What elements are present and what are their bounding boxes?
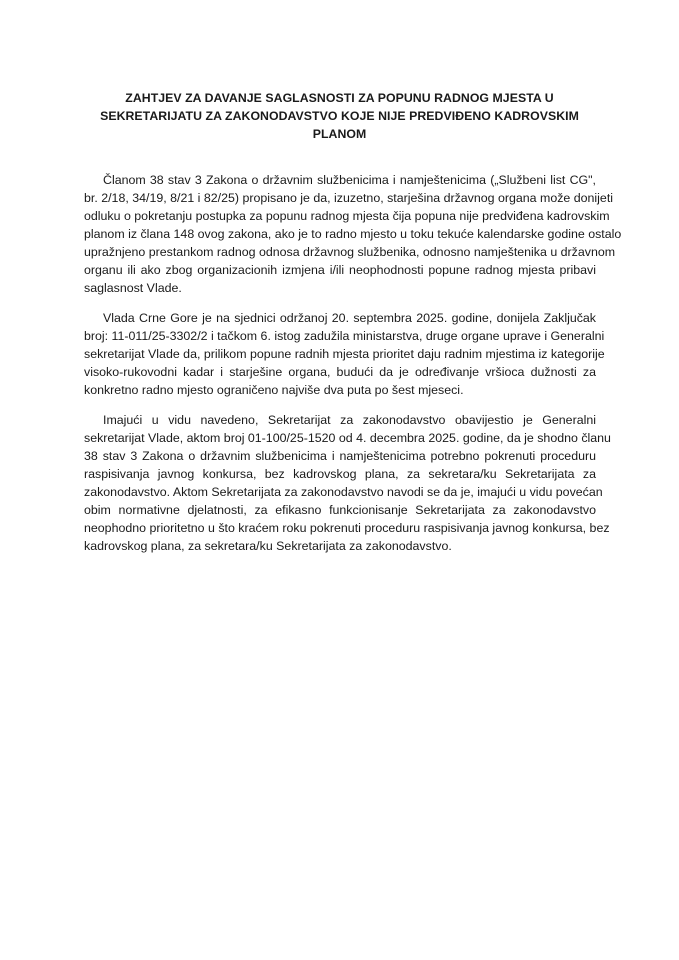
text-line: neophodno prioritetno u što kraćem roku pokrenuti proceduru raspisivanja javnog konkursa, bez xyxy=(84,521,610,535)
paragraph-legal-basis xyxy=(84,171,622,297)
paragraph-government-conclusion xyxy=(84,309,605,399)
text-line: sekretarijat Vlade, aktom broj 01-100/25-1520 od 4. decembra 2025. godine, da je shodno članu xyxy=(84,431,611,445)
document-title xyxy=(80,89,599,143)
document-body xyxy=(84,171,622,567)
text-line: br. 2/18, 34/19, 8/21 i 82/25) propisano je da, izuzetno, starješina državnog organa može donijeti xyxy=(84,191,614,205)
text-line: kadrovskog plana, za sekretara/ku Sekretarijata za zakonodavstvo. xyxy=(84,539,452,553)
text-line: Članom 38 stav 3 Zakona o državnim službenicima i namještenicima („Službeni list CG", xyxy=(103,173,596,187)
text-line: odluku o pokretanju postupka za popunu radnog mjesta čija popuna nije predviđena kadrovskim xyxy=(84,209,610,223)
text-line: sekretarijat Vlade da, prilikom popune radnih mjesta prioritet daju radnim mjestima iz kategorije xyxy=(84,347,605,361)
text-line: zakonodavstvo. Aktom Sekretarijata za zakonodavstvo navodi se da je, imajući u vidu povećan xyxy=(84,485,603,499)
text-line: 38 stav 3 Zakona o državnim službenicima i namještenicima potrebno pokrenuti proceduru xyxy=(84,449,596,463)
paragraph-secretariat-request xyxy=(84,411,611,555)
text-line: raspisivanja javnog konkursa, bez kadrovskog plana, za sekretara/ku Sekretarijata za xyxy=(84,467,596,481)
title-line: SEKRETARIJATU ZA ZAKONODAVSTVO KOJE NIJE PREDVIĐENO KADROVSKIM xyxy=(100,109,579,123)
title-line: ZAHTJEV ZA DAVANJE SAGLASNOSTI ZA POPUNU RADNOG MJESTA U xyxy=(125,91,554,105)
text-line: organu ili ako zbog organizacionih izmjena i/ili neophodnosti popune radnog mjesta pribavi xyxy=(84,263,596,277)
text-line: konkretno radno mjesto ograničeno najviše dva puta po šest mjeseci. xyxy=(84,383,464,397)
text-line: obim normativne djelatnosti, za efikasno funkcionisanje Sekretarijata za zakonodavstvo xyxy=(84,503,596,517)
text-line: broj: 11-011/25-3302/2 i tačkom 6. istog zadužila ministarstva, druge organe uprave i Generalni xyxy=(84,329,605,343)
title-line: PLANOM xyxy=(312,127,367,141)
text-line: saglasnost Vlade. xyxy=(84,281,182,295)
text-line: planom iz člana 148 ovog zakona, ako je to radno mjesto u toku tekuće kalendarske godine ostalo xyxy=(84,227,622,241)
text-line: visoko-rukovodni kadar i starješine organa, budući da je određivanje vršioca dužnosti za xyxy=(84,365,596,379)
text-line: Imajući u vidu navedeno, Sekretarijat za zakonodavstvo obavijestio je Generalni xyxy=(103,413,596,427)
text-line: upražnjeno prestankom radnog odnosa državnog službenika, odnosno namještenika u državnom xyxy=(84,245,616,259)
text-line: Vlada Crne Gore je na sjednici održanoj 20. septembra 2025. godine, donijela Zaključak xyxy=(103,311,596,325)
